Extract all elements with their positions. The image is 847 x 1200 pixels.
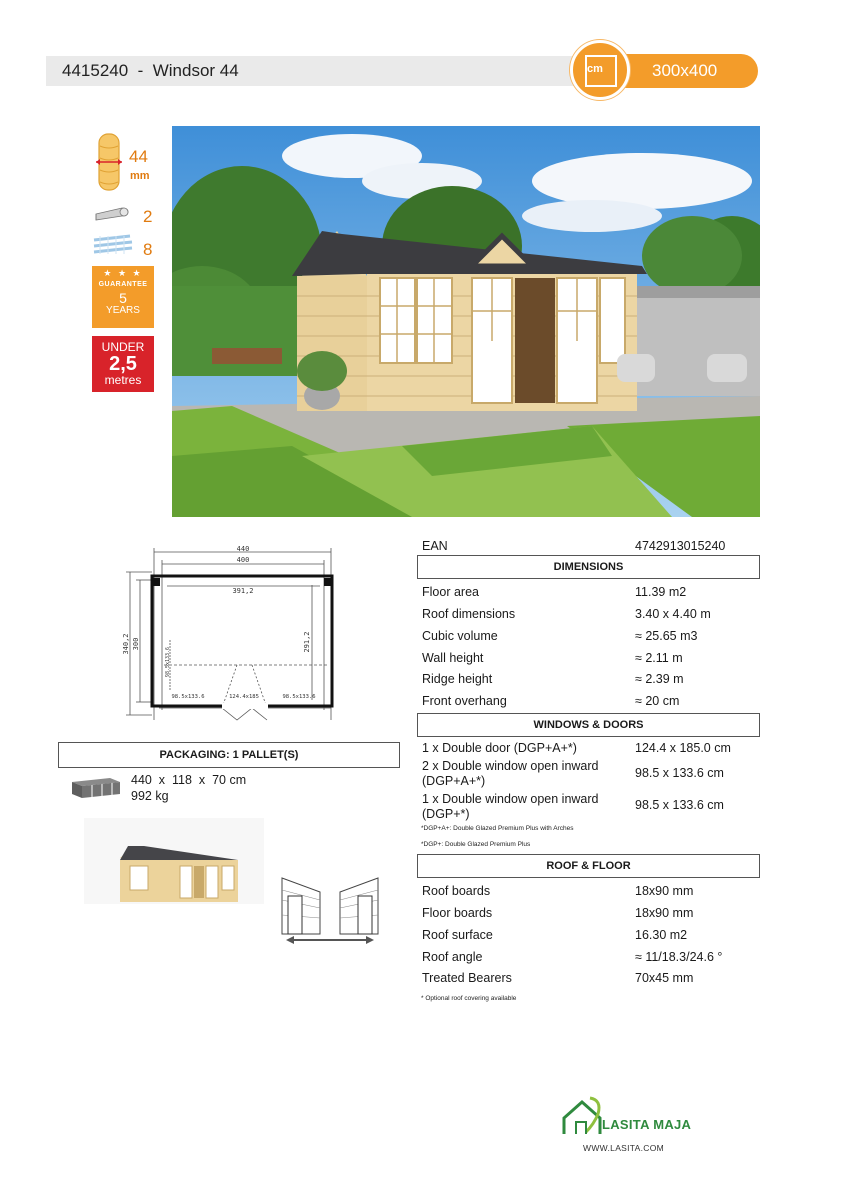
spec-label: Treated Bearers [422, 971, 512, 985]
spec-label: Wall height [422, 651, 484, 665]
reversible-layout-diagram [280, 870, 380, 950]
spec-value: 18x90 mm [635, 884, 694, 898]
glazing-note-plus: *DGP+: Double Glazed Premium Plus [421, 841, 531, 848]
spec-label: 1 x Double window open inward [422, 792, 599, 806]
roof-shingles-icon [92, 234, 134, 256]
wall-thickness-unit: mm [130, 170, 150, 182]
ean-label: EAN [422, 539, 448, 553]
windows-doors-heading: WINDOWS & DOORS [417, 713, 760, 737]
plan-front-right-window: 98.5x133.6 [282, 694, 316, 700]
spec-label: 1 x Double door (DGP+A+*) [422, 741, 577, 755]
spec-label: Ridge height [422, 672, 493, 686]
plan-inner-width: 400 [236, 556, 250, 564]
guarantee-word: GUARANTEE [98, 281, 148, 288]
spec-label: Floor area [422, 585, 479, 599]
spec-label: Cubic volume [422, 629, 498, 643]
spec-label-cont: (DGP+*) [422, 807, 470, 821]
roof-covering-note: * Optional roof covering available [421, 995, 517, 1002]
plan-outer-width: 440 [236, 545, 250, 553]
roof-floor-heading: ROOF & FLOOR [417, 854, 760, 878]
ean-value: 4742913015240 [635, 539, 726, 553]
spec-label: Roof angle [422, 950, 483, 964]
spec-label: 2 x Double window open inward [422, 759, 599, 773]
guarantee-years-label: YEARS [106, 305, 140, 316]
floor-plan-diagram [112, 540, 342, 730]
dimensions-heading: DIMENSIONS [417, 555, 760, 579]
spec-value: ≈ 20 cm [635, 694, 680, 708]
cm-badge-icon [570, 40, 630, 100]
plan-door: 124.4x185 [229, 694, 259, 700]
guarantee-years-number: 5 [119, 290, 127, 306]
spec-label: Front overhang [422, 694, 507, 708]
cabin-render-image [84, 818, 264, 904]
spec-label-cont: (DGP+A+*) [422, 774, 486, 788]
spec-label: Roof surface [422, 928, 493, 942]
spec-value: ≈ 2.39 m [635, 672, 684, 686]
spec-label: Roof boards [422, 884, 491, 898]
roofing-roll-icon [92, 204, 132, 222]
lasita-house-logo-icon [560, 1094, 608, 1138]
guarantee-stars-icon: ★ ★ ★ [103, 268, 143, 278]
spec-value: 98.5 x 133.6 cm [635, 798, 724, 812]
size-label: 300x400 [652, 61, 718, 80]
height-limit-value: 2,5 [109, 353, 137, 375]
spec-label: Floor boards [422, 906, 493, 920]
cm-label: cm [587, 63, 603, 75]
packaging-dimensions: 440 x 118 x 70 cm [131, 773, 247, 787]
shingles-value: 8 [143, 240, 153, 259]
plan-wall-length: 391,2 [232, 587, 254, 595]
rolls-value: 2 [143, 207, 153, 226]
height-limit-unit: metres [104, 373, 142, 387]
spec-value: ≈ 2.11 m [635, 651, 683, 665]
log-wall-thickness-icon [94, 132, 124, 192]
spec-value: ≈ 11/18.3/24.6 ° [635, 950, 723, 964]
packaging-heading: PACKAGING: 1 PALLET(S) [58, 742, 400, 768]
plan-right-wall: 291,2 [303, 631, 311, 653]
spec-value: ≈ 25.65 m3 [635, 629, 698, 643]
plan-front-left-window: 98.5x133.6 [171, 694, 205, 700]
spec-value: 11.39 m2 [635, 585, 687, 599]
brand-name: LASITA MAJA [602, 1117, 692, 1132]
brand-url[interactable]: WWW.LASITA.COM [583, 1143, 665, 1153]
product-photo [172, 126, 760, 517]
plan-side-window: 98.5x133.6 [165, 646, 171, 678]
spec-value: 16.30 m2 [635, 928, 688, 942]
height-limit-line1: UNDER [101, 340, 145, 354]
wall-thickness-value: 44 [129, 147, 148, 166]
pallet-icon [70, 774, 122, 800]
spec-label: Roof dimensions [422, 607, 516, 621]
glazing-note-arches: *DGP+A+: Double Glazed Premium Plus with Arches [421, 825, 574, 832]
plan-outer-depth: 340,2 [122, 633, 130, 655]
spec-value: 98.5 x 133.6 cm [635, 766, 724, 780]
height-limit-badge [92, 336, 154, 392]
spec-value: 124.4 x 185.0 cm [635, 741, 731, 755]
spec-value: 70x45 mm [635, 971, 694, 985]
spec-value: 3.40 x 4.40 m [635, 607, 711, 621]
guarantee-badge [92, 266, 154, 328]
plan-inner-depth: 300 [132, 637, 140, 651]
spec-value: 18x90 mm [635, 906, 694, 920]
packaging-weight: 992 kg [131, 789, 169, 803]
product-title: 4415240 - Windsor 44 [62, 61, 239, 80]
